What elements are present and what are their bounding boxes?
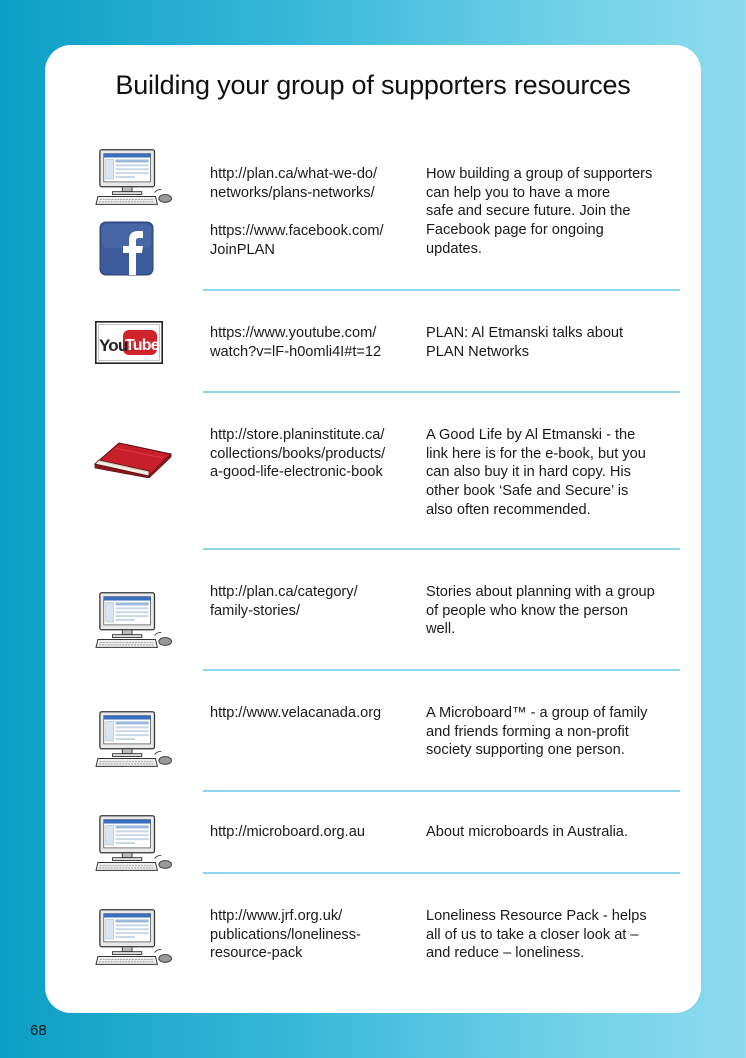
computer-icon — [95, 908, 173, 968]
resource-link[interactable]: http://microboard.org.au — [210, 824, 365, 840]
resource-link[interactable]: http://plan.ca/category/ family-stories/ — [210, 584, 358, 619]
resource-description: PLAN: Al Etmanski talks about PLAN Networks — [426, 325, 624, 360]
resource-link[interactable]: http://plan.ca/what-we-do/ networks/plans-networks/ — [210, 166, 378, 201]
computer-icon — [95, 814, 173, 874]
resource-link[interactable]: https://www.facebook.com/ JoinPLAN — [210, 223, 384, 258]
resource-link[interactable]: https://www.youtube.com/ watch?v=lF-h0omli4I#t=12 — [210, 325, 382, 360]
resource-description: How building a group of supporters can help you to have a more safe and secure future. Join the Facebook page for ongoing updates. — [426, 166, 653, 257]
computer-icon — [95, 148, 173, 208]
resource-description: Loneliness Resource Pack - helps all of us to take a closer look at – and reduce – loneliness. — [426, 908, 647, 962]
row-divider — [203, 790, 680, 792]
computer-icon — [95, 591, 173, 651]
page-number: 68 — [30, 1022, 47, 1039]
resource-description: About microboards in Australia. — [426, 824, 628, 840]
row-divider — [203, 669, 680, 671]
row-divider — [203, 289, 680, 291]
row-divider — [203, 872, 680, 874]
row-divider — [203, 391, 680, 393]
resource-link[interactable]: http://www.jrf.org.uk/ publications/loneliness- resource-pack — [210, 908, 361, 962]
resource-description: A Good Life by Al Etmanski - the link here is for the e-book, but you can also buy it in hard copy. His other book ‘Safe and Secure’ is also often recommended. — [426, 427, 646, 518]
resource-link[interactable]: http://www.velacanada.org — [210, 705, 382, 721]
youtube-tube-text: Tube — [125, 337, 159, 354]
page-title: Building your group of supporters resources — [115, 70, 631, 100]
resource-description: A Microboard™ - a group of family and friends forming a non-profit society supporting one person. — [426, 705, 648, 759]
youtube-icon[interactable] — [95, 321, 163, 364]
resource-description: Stories about planning with a group of people who know the person well. — [426, 584, 655, 638]
computer-icon — [95, 710, 173, 770]
resource-link[interactable]: http://store.planinstitute.ca/ collections/books/products/ a-good-life-electronic-book — [210, 427, 386, 481]
book-icon — [93, 440, 173, 478]
youtube-you-text: You — [99, 336, 128, 355]
facebook-icon[interactable] — [99, 221, 154, 276]
row-divider — [203, 548, 680, 550]
